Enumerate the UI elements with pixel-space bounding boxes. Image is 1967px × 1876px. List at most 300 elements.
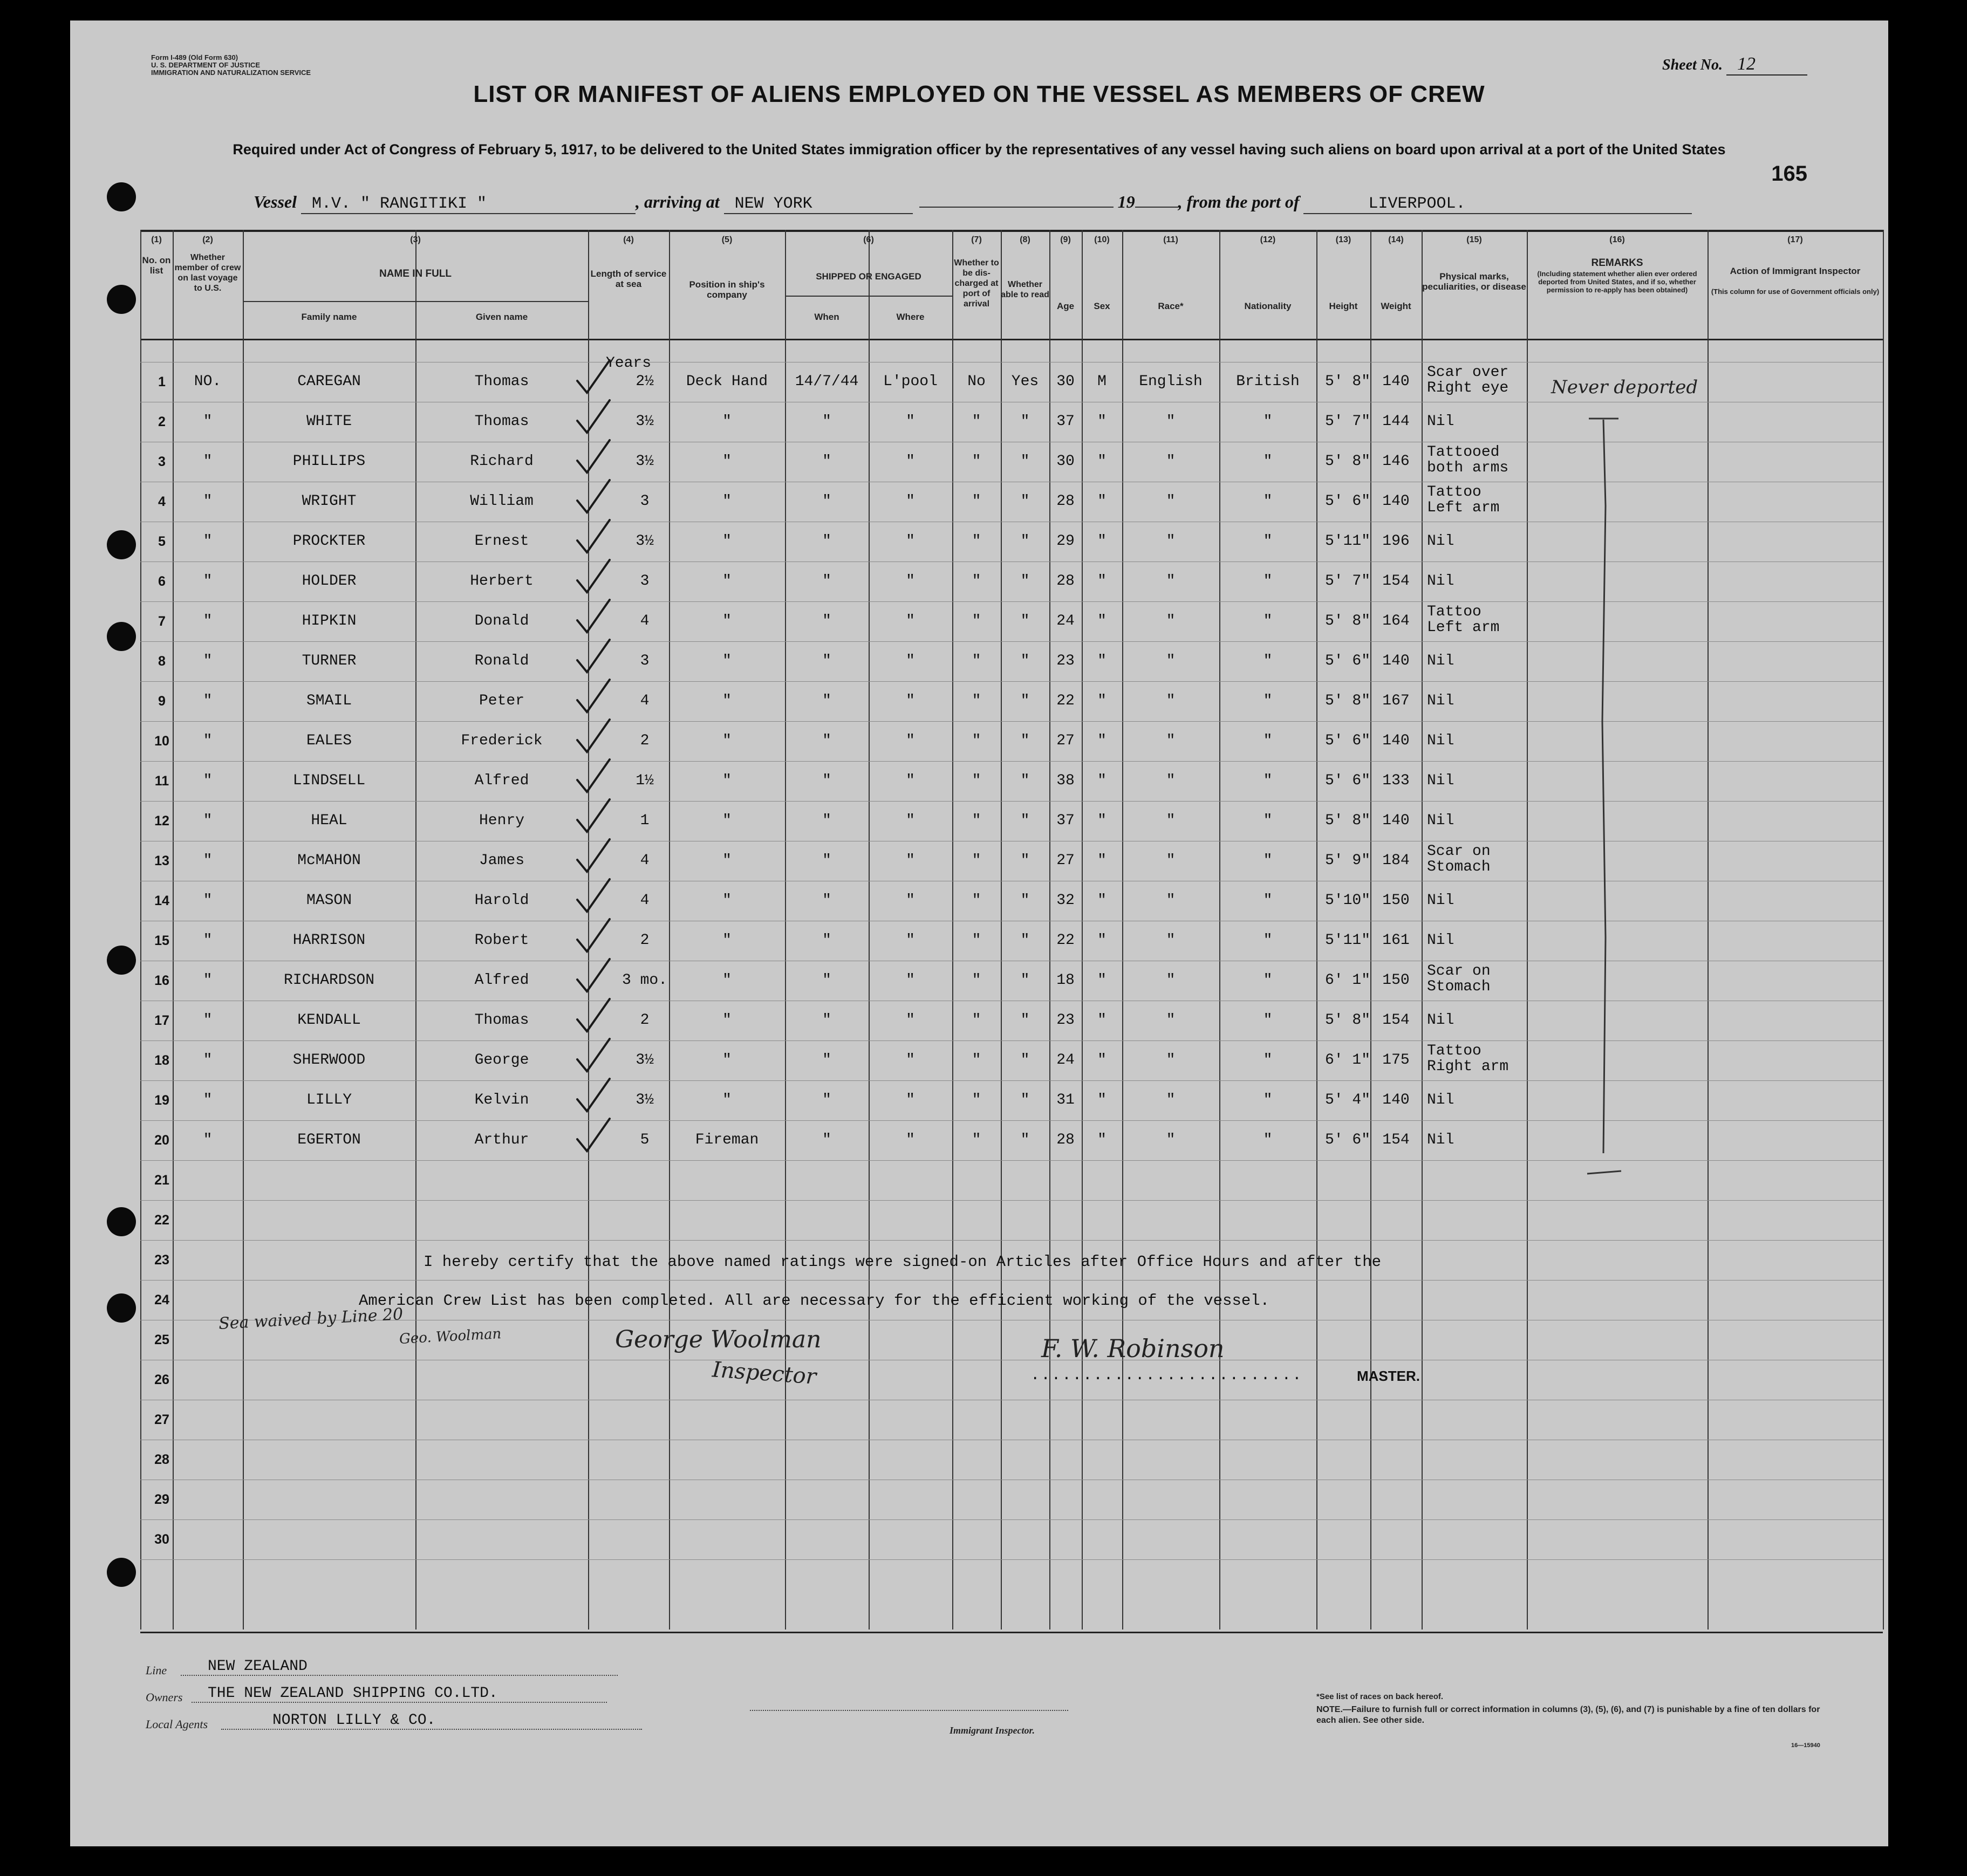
cell-length: 3 mo. — [621, 972, 667, 989]
cell-disch: " — [972, 852, 981, 869]
cell-when: " — [822, 573, 831, 590]
header-sex: Sex — [1094, 301, 1110, 311]
cell-position: " — [722, 533, 732, 550]
cell-age: 31 — [1056, 1092, 1075, 1108]
cell-member: " — [203, 653, 213, 669]
inspector-signature: George Woolman — [615, 1326, 822, 1353]
header-no-on-list: No. on list — [142, 255, 171, 276]
cell-disch: " — [972, 892, 981, 909]
row-number: 10 — [154, 734, 169, 749]
cell-length: 4 — [640, 613, 650, 629]
cell-age: 27 — [1056, 852, 1075, 869]
cell-marks: Nil — [1427, 1092, 1454, 1108]
cell-given: Thomas — [474, 1012, 529, 1029]
cell-disch: " — [972, 693, 981, 709]
cell-read: " — [1020, 1052, 1030, 1069]
cell-where: " — [906, 852, 915, 869]
cell-weight: 144 — [1382, 413, 1410, 430]
cell-age: 24 — [1056, 1052, 1075, 1069]
cell-length: 3 — [640, 493, 650, 510]
cell-race: " — [1166, 453, 1176, 470]
cell-member: " — [203, 533, 213, 550]
cell-length: 4 — [640, 852, 650, 869]
sheet-number-value: 12 — [1726, 54, 1807, 76]
cell-race: " — [1166, 693, 1176, 709]
cell-marks: Scar on Stomach — [1427, 843, 1491, 875]
cell-nat: " — [1263, 453, 1273, 470]
cell-where: " — [906, 533, 915, 550]
cell-member: " — [203, 413, 213, 430]
header-where: Where — [896, 312, 925, 322]
cell-sex: " — [1097, 1132, 1107, 1148]
cell-when: " — [822, 852, 831, 869]
cell-given: Peter — [479, 693, 524, 709]
cell-marks: Nil — [1427, 653, 1454, 669]
cell-given: Ronald — [474, 653, 529, 669]
row-number: 27 — [154, 1412, 169, 1427]
column-number: (6) — [863, 235, 874, 244]
cell-read: " — [1020, 453, 1030, 470]
cell-disch: " — [972, 1132, 981, 1148]
cell-family: LILLY — [306, 1092, 352, 1108]
cell-position: " — [722, 693, 732, 709]
inspector-note: Sea waived by Line 20 — [218, 1305, 404, 1333]
cell-length: 3½ — [636, 413, 654, 430]
cell-weight: 140 — [1382, 732, 1410, 749]
cell-position: Deck Hand — [686, 373, 768, 390]
cell-read: " — [1020, 892, 1030, 909]
header-remarks-note: (Including statement whether alien ever ordered deported from United States, and if so, whether permission to re-apply has been obtained) — [1537, 270, 1697, 294]
cell-read: " — [1020, 1012, 1030, 1029]
cell-sex: " — [1097, 653, 1107, 669]
column-number: (1) — [151, 235, 162, 244]
row-number: 25 — [154, 1332, 169, 1347]
row-number: 8 — [158, 654, 166, 669]
cell-position: Fireman — [695, 1132, 759, 1148]
cell-age: 23 — [1056, 1012, 1075, 1029]
cell-weight: 140 — [1382, 373, 1410, 390]
cell-height: 5' 8" — [1324, 812, 1370, 829]
cell-nat: " — [1263, 613, 1273, 629]
row-number: 30 — [154, 1532, 169, 1547]
cell-given: Robert — [474, 932, 529, 949]
header-family-name: Family name — [301, 312, 357, 322]
cell-marks: Tattooed both arms — [1427, 444, 1509, 476]
cell-weight: 133 — [1382, 772, 1410, 789]
cell-length: 3 — [640, 653, 650, 669]
cell-sex: " — [1097, 1052, 1107, 1069]
cell-disch: " — [972, 533, 981, 550]
cell-weight: 161 — [1382, 932, 1410, 949]
cell-race: " — [1166, 812, 1176, 829]
cell-when: " — [822, 932, 831, 949]
cell-given: Thomas — [474, 413, 529, 430]
cell-given: James — [479, 852, 524, 869]
header-nationality: Nationality — [1244, 301, 1292, 311]
cell-marks: Scar on Stomach — [1427, 963, 1491, 995]
cell-where: " — [906, 812, 915, 829]
vessel-name: M.V. " RANGITIKI " — [301, 195, 636, 214]
header-position: Position in ship's company — [689, 279, 765, 300]
row-number: 3 — [158, 454, 166, 469]
cell-sex: " — [1097, 892, 1107, 909]
header-shipped-engaged: SHIPPED OR ENGAGED — [816, 271, 921, 282]
cell-age: 24 — [1056, 613, 1075, 629]
cell-nat: " — [1263, 573, 1273, 590]
cell-race: " — [1166, 1092, 1176, 1108]
cell-when: " — [822, 613, 831, 629]
master-label: MASTER. — [1357, 1368, 1420, 1384]
check-mark — [577, 720, 610, 752]
cell-when: 14/7/44 — [795, 373, 859, 390]
cell-age: 28 — [1056, 493, 1075, 510]
cell-marks: Nil — [1427, 573, 1454, 590]
cell-disch: " — [972, 413, 981, 430]
cell-race: English — [1139, 373, 1203, 390]
header-member-last-voyage: Whether member of crew on last voyage to U.S. — [174, 253, 241, 293]
cell-age: 37 — [1056, 812, 1075, 829]
row-number: 22 — [154, 1213, 169, 1228]
certification-line-2: American Crew List has been completed. All are necessary for the efficient working of the vessel. — [359, 1292, 1270, 1310]
cell-member: " — [203, 1012, 213, 1029]
cell-family: LINDSELL — [292, 772, 366, 789]
header-action-inspector: Action of Immigrant Inspector — [1730, 266, 1861, 276]
cell-position: " — [722, 812, 732, 829]
cell-marks: Nil — [1427, 693, 1454, 709]
cell-weight: 154 — [1382, 1012, 1410, 1029]
cell-length: 2 — [640, 1012, 650, 1029]
cell-disch: " — [972, 573, 981, 590]
cell-weight: 184 — [1382, 852, 1410, 869]
cell-length: 1½ — [636, 772, 654, 789]
cell-when: " — [822, 972, 831, 989]
check-marks — [70, 20, 1888, 1846]
row-number: 6 — [158, 574, 166, 589]
cell-family: KENDALL — [297, 1012, 361, 1029]
cell-given: Alfred — [474, 972, 529, 989]
row-number: 7 — [158, 614, 166, 629]
row-number: 21 — [154, 1173, 169, 1188]
header-race: Race* — [1158, 301, 1184, 311]
cell-race: " — [1166, 613, 1176, 629]
cell-given: Alfred — [474, 772, 529, 789]
cell-age: 30 — [1056, 453, 1075, 470]
check-mark — [577, 400, 610, 433]
header-given-name: Given name — [475, 312, 528, 322]
cell-race: " — [1166, 573, 1176, 590]
cell-position: " — [722, 1012, 732, 1029]
cell-marks: Tattoo Right arm — [1427, 1043, 1509, 1075]
cell-nat: " — [1263, 1092, 1273, 1108]
cell-height: 5' 6" — [1324, 1132, 1370, 1148]
cell-nat: " — [1263, 932, 1273, 949]
cell-given: Donald — [474, 613, 529, 629]
cell-weight: 196 — [1382, 533, 1410, 550]
check-mark — [577, 919, 610, 951]
cell-sex: " — [1097, 453, 1107, 470]
cell-age: 28 — [1056, 573, 1075, 590]
cell-given: Kelvin — [474, 1092, 529, 1108]
cell-age: 23 — [1056, 653, 1075, 669]
cell-where: " — [906, 573, 915, 590]
cell-where: " — [906, 493, 915, 510]
cell-member: " — [203, 613, 213, 629]
cell-where: " — [906, 1132, 915, 1148]
cell-given: Henry — [479, 812, 524, 829]
row-number: 18 — [154, 1053, 169, 1068]
row-number: 14 — [154, 893, 169, 908]
cell-length: 3½ — [636, 453, 654, 470]
cell-position: " — [722, 613, 732, 629]
cell-race: " — [1166, 413, 1176, 430]
cell-age: 18 — [1056, 972, 1075, 989]
cell-when: " — [822, 732, 831, 749]
cell-where: " — [906, 892, 915, 909]
cell-member: " — [203, 1132, 213, 1148]
cell-height: 5' 6" — [1324, 653, 1370, 669]
cell-race: " — [1166, 972, 1176, 989]
cell-disch: " — [972, 972, 981, 989]
check-mark — [577, 440, 610, 473]
cell-nat: " — [1263, 1052, 1273, 1069]
cell-disch: " — [972, 653, 981, 669]
cell-weight: 167 — [1382, 693, 1410, 709]
cell-nat: " — [1263, 533, 1273, 550]
cell-height: 5' 8" — [1324, 693, 1370, 709]
cell-age: 22 — [1056, 932, 1075, 949]
cell-read: " — [1020, 972, 1030, 989]
row-number: 1 — [158, 374, 166, 389]
cell-family: PROCKTER — [292, 533, 366, 550]
cell-family: EALES — [306, 732, 352, 749]
header-remarks: REMARKS — [1591, 257, 1643, 269]
header-discharged: Whether to be dis-charged at port of arrival — [954, 258, 999, 309]
cell-family: SMAIL — [306, 693, 352, 709]
cell-member: " — [203, 493, 213, 510]
cell-given: George — [474, 1052, 529, 1069]
cell-disch: " — [972, 1012, 981, 1029]
cell-sex: " — [1097, 932, 1107, 949]
row-number: 13 — [154, 853, 169, 868]
cell-length: 2½ — [636, 373, 654, 390]
cell-member: " — [203, 573, 213, 590]
cell-when: " — [822, 812, 831, 829]
cell-length: 3½ — [636, 1052, 654, 1069]
cell-sex: " — [1097, 533, 1107, 550]
master-signature-line: .......................... — [1030, 1366, 1303, 1384]
page-number: 165 — [1771, 162, 1807, 186]
cell-weight: 140 — [1382, 812, 1410, 829]
cell-length: 2 — [640, 932, 650, 949]
cell-nat: " — [1263, 493, 1273, 510]
cell-position: " — [722, 653, 732, 669]
form-id-line: Form I-489 (Old Form 630) — [151, 53, 238, 61]
check-mark — [577, 560, 610, 592]
column-number: (13) — [1335, 235, 1351, 244]
column-number: (12) — [1260, 235, 1276, 244]
cell-age: 27 — [1056, 732, 1075, 749]
cell-sex: " — [1097, 493, 1107, 510]
cell-marks: Nil — [1427, 772, 1454, 789]
cell-read: " — [1020, 852, 1030, 869]
cell-race: " — [1166, 1012, 1176, 1029]
column-number: (3) — [410, 235, 421, 244]
cell-weight: 154 — [1382, 1132, 1410, 1148]
check-mark — [577, 1079, 610, 1111]
check-mark — [577, 1039, 610, 1071]
line-value: NEW ZEALAND — [181, 1658, 618, 1676]
cell-length: 1 — [640, 812, 650, 829]
cell-race: " — [1166, 493, 1176, 510]
cell-member: " — [203, 1092, 213, 1108]
cell-position: " — [722, 573, 732, 590]
cell-height: 5' 6" — [1324, 493, 1370, 510]
remarks-handwritten: Never deported — [1551, 376, 1698, 398]
cell-family: HARRISON — [292, 932, 366, 949]
row-number: 5 — [158, 534, 166, 549]
cell-when: " — [822, 1092, 831, 1108]
cell-length: 3 — [640, 573, 650, 590]
cell-family: HEAL — [311, 812, 347, 829]
column-number: (15) — [1466, 235, 1482, 244]
row-number: 9 — [158, 694, 166, 709]
cell-marks: Nil — [1427, 1012, 1454, 1029]
cell-position: " — [722, 1052, 732, 1069]
cell-sex: " — [1097, 812, 1107, 829]
cell-position: " — [722, 732, 732, 749]
cell-sex: " — [1097, 1092, 1107, 1108]
cell-when: " — [822, 1132, 831, 1148]
cell-height: 5' 9" — [1324, 852, 1370, 869]
check-mark — [577, 480, 610, 512]
cell-member: " — [203, 453, 213, 470]
cell-position: " — [722, 932, 732, 949]
cell-length: 3½ — [636, 1092, 654, 1108]
cell-member: " — [203, 812, 213, 829]
cell-member: NO. — [194, 373, 222, 390]
row-number: 20 — [154, 1133, 169, 1148]
cell-marks: Scar over Right eye — [1427, 364, 1509, 396]
cell-marks: Nil — [1427, 732, 1454, 749]
cell-nat: " — [1263, 413, 1273, 430]
cell-where: " — [906, 1092, 915, 1108]
cell-sex: " — [1097, 693, 1107, 709]
header-able-read: Whether able to read — [1001, 280, 1049, 299]
cell-weight: 140 — [1382, 1092, 1410, 1108]
cell-read: " — [1020, 413, 1030, 430]
cell-read: " — [1020, 772, 1030, 789]
column-number: (5) — [721, 235, 733, 244]
cell-disch: No — [967, 373, 986, 390]
cell-sex: M — [1097, 373, 1107, 390]
from-port: LIVERPOOL. — [1303, 195, 1692, 214]
cell-marks: Nil — [1427, 892, 1454, 909]
cell-member: " — [203, 1052, 213, 1069]
cell-disch: " — [972, 932, 981, 949]
cell-weight: 150 — [1382, 892, 1410, 909]
cell-weight: 175 — [1382, 1052, 1410, 1069]
cell-height: 5' 6" — [1324, 772, 1370, 789]
header-action-note: (This column for use of Government officials only) — [1711, 287, 1880, 296]
column-number: (11) — [1163, 235, 1178, 244]
cell-height: 5' 7" — [1324, 573, 1370, 590]
cell-position: " — [722, 772, 732, 789]
column-number: (16) — [1609, 235, 1625, 244]
cell-position: " — [722, 493, 732, 510]
cell-race: " — [1166, 653, 1176, 669]
cell-age: 22 — [1056, 693, 1075, 709]
cell-family: WRIGHT — [302, 493, 357, 510]
cell-height: 6' 1" — [1324, 972, 1370, 989]
cell-read: Yes — [1011, 373, 1039, 390]
cell-height: 5'11" — [1324, 533, 1370, 550]
document-title: LIST OR MANIFEST OF ALIENS EMPLOYED ON THE VESSEL AS MEMBERS OF CREW — [473, 81, 1485, 107]
row-number: 28 — [154, 1452, 169, 1467]
column-number: (7) — [971, 235, 982, 244]
cell-nat: " — [1263, 812, 1273, 829]
check-mark — [577, 520, 610, 552]
column-number: (8) — [1020, 235, 1030, 244]
cell-read: " — [1020, 573, 1030, 590]
cell-when: " — [822, 493, 831, 510]
cell-marks: Nil — [1427, 1132, 1454, 1148]
agents-label: Local Agents — [146, 1717, 208, 1731]
inspector-title: Inspector — [711, 1357, 817, 1389]
cell-disch: " — [972, 613, 981, 629]
column-number: (9) — [1060, 235, 1071, 244]
cell-length: 2 — [640, 732, 650, 749]
row-number: 23 — [154, 1252, 169, 1268]
cell-race: " — [1166, 1052, 1176, 1069]
cell-member: " — [203, 732, 213, 749]
cell-where: " — [906, 732, 915, 749]
cell-age: 38 — [1056, 772, 1075, 789]
manifest-page — [70, 20, 1888, 1846]
cell-nat: " — [1263, 892, 1273, 909]
arriving-label: , arriving at — [636, 192, 720, 211]
cell-read: " — [1020, 693, 1030, 709]
cell-nat: " — [1263, 1132, 1273, 1148]
cell-where: " — [906, 693, 915, 709]
master-signature: F. W. Robinson — [1041, 1334, 1225, 1363]
cell-height: 5' 8" — [1324, 613, 1370, 629]
cell-given: Richard — [470, 453, 534, 470]
cell-weight: 146 — [1382, 453, 1410, 470]
cell-family: TURNER — [302, 653, 357, 669]
cell-length: 5 — [640, 1132, 650, 1148]
row-number: 4 — [158, 494, 166, 509]
cell-disch: " — [972, 812, 981, 829]
cell-where: " — [906, 972, 915, 989]
cell-length: 4 — [640, 892, 650, 909]
race-note: *See list of races on back hereof. — [1316, 1692, 1444, 1701]
column-number: (2) — [202, 235, 213, 244]
cell-when: " — [822, 693, 831, 709]
cell-nat: " — [1263, 1012, 1273, 1029]
cell-weight: 154 — [1382, 573, 1410, 590]
check-mark — [577, 680, 610, 712]
cell-when: " — [822, 533, 831, 550]
column-number: (4) — [623, 235, 634, 244]
cell-race: " — [1166, 533, 1176, 550]
cell-height: 5' 6" — [1324, 732, 1370, 749]
row-number: 24 — [154, 1292, 169, 1307]
cell-marks: Nil — [1427, 812, 1454, 829]
cell-family: RICHARDSON — [283, 972, 375, 989]
cell-nat: " — [1263, 732, 1273, 749]
cell-age: 37 — [1056, 413, 1075, 430]
cell-given: William — [470, 493, 534, 510]
